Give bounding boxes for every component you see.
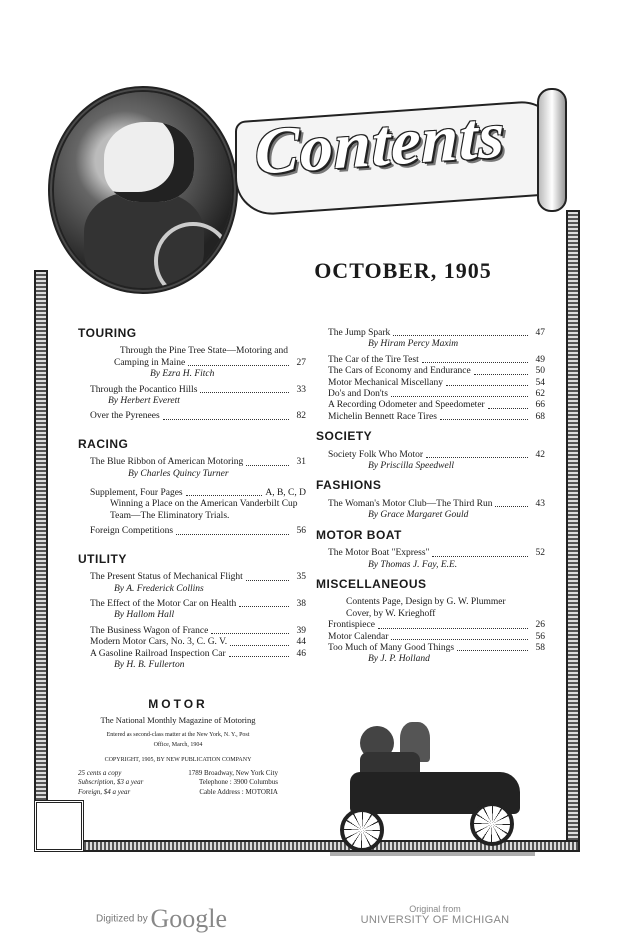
toc-entry[interactable]: Michelin Bennett Race Tires 68 — [328, 411, 545, 422]
section-heading: UTILITY — [78, 551, 127, 566]
toc-author: By A. Frederick Collins — [114, 583, 204, 594]
toc-entry[interactable]: A Recording Odometer and Speedometer 66 — [328, 400, 545, 411]
motor-car-illustration — [330, 722, 535, 860]
toc-entry[interactable]: Frontispiece 26 — [328, 620, 545, 631]
original-source: Original from UNIVERSITY OF MICHIGAN — [360, 904, 510, 926]
toc-author: By Thomas J. Fay, E.E. — [368, 559, 458, 570]
car-wheel — [340, 808, 384, 852]
dog-figure — [104, 122, 194, 202]
toc-entry[interactable]: Motor Mechanical Miscellany 54 — [328, 377, 545, 388]
section-heading: MOTOR BOAT — [316, 527, 402, 542]
toc-author: By Priscilla Speedwell — [368, 461, 455, 472]
toc-entry[interactable]: The Present Status of Mechanical Flight 35 — [90, 572, 306, 583]
toc-author: By H. B. Fullerton — [114, 659, 185, 670]
magazine-name: MOTOR — [148, 697, 208, 711]
toc-entry[interactable]: Society Folk Who Motor 42 — [328, 449, 545, 460]
toc-credit: Cover, by W. Krieghoff — [346, 608, 436, 619]
toc-entry[interactable]: Camping in Maine 27 — [114, 357, 306, 368]
toc-entry[interactable]: The Business Wagon of France 39 — [90, 625, 306, 636]
toc-author: By Hiram Percy Maxim — [368, 339, 459, 350]
toc-entry-line: Through the Pine Tree State—Motoring and — [119, 346, 288, 357]
steering-wheel-figure — [154, 222, 232, 294]
toc-entry[interactable]: Modern Motor Cars, No. 3, C. G. V. 44 — [90, 637, 306, 648]
toc-author: By Charles Quincy Turner — [128, 468, 229, 479]
toc-entry[interactable]: The Car of the Tire Test 49 — [328, 354, 545, 365]
toc-entry[interactable]: Through the Pocantico Hills 33 — [90, 384, 306, 395]
toc-credit: Contents Page, Design by G. W. Plummer — [346, 597, 506, 608]
toc-entry[interactable]: A Gasoline Railroad Inspection Car 46 — [90, 648, 306, 659]
toc-entry[interactable]: The Effect of the Motor Car on Health 38 — [90, 598, 306, 609]
toc-entry[interactable]: The Cars of Economy and Endurance 50 — [328, 366, 545, 377]
section-heading: FASHIONS — [316, 478, 382, 493]
postal-notice: Entered as second-class matter at the New York, N. Y., Post Office, March, 1904 — [106, 732, 250, 748]
toc-entry[interactable]: Foreign Competitions 56 — [90, 526, 306, 537]
digitized-by-google: Digitized by Google — [96, 904, 228, 933]
frame-left-border — [34, 270, 48, 850]
toc-entry[interactable]: The Motor Boat "Express" 52 — [328, 548, 545, 559]
toc-note: Winning a Place on the American Vanderbilt Cup Team—The Eliminatory Trials. — [110, 499, 298, 521]
contents-banner — [215, 88, 570, 216]
frame-corner-ornament — [34, 800, 84, 852]
toc-entry[interactable]: The Jump Spark 47 — [328, 328, 545, 338]
google-logo: Google — [150, 904, 228, 933]
toc-entry[interactable]: Too Much of Many Good Things 58 — [328, 642, 545, 653]
section-heading: TOURING — [78, 326, 137, 340]
section-heading: RACING — [78, 436, 129, 451]
magazine-subtitle: The National Monthly Magazine of Motoring — [100, 714, 256, 725]
medallion-illustration — [48, 86, 238, 294]
toc-author: By Herbert Everett — [108, 396, 180, 407]
masthead-row: 25 cents a copy 1789 Broadway, New York City — [78, 768, 278, 777]
section-heading: SOCIETY — [316, 429, 373, 444]
toc-entry[interactable]: Motor Calendar 56 — [328, 631, 545, 642]
toc-entry[interactable]: The Blue Ribbon of American Motoring 31 — [90, 457, 306, 468]
car-wheel — [470, 802, 514, 846]
copyright-notice: COPYRIGHT, 1905, BY NEW PUBLICATION COMPANY — [104, 757, 252, 763]
masthead-row: Subscription, $3 a year Telephone : 3900 Columbus — [78, 778, 278, 786]
page-title: Contents — [255, 98, 506, 189]
masthead-row: Foreign, $4 a year Cable Address : MOTORIA — [78, 787, 278, 796]
contents-left-column — [78, 328, 306, 675]
toc-entry[interactable]: Over the Pyrenees 82 — [90, 411, 306, 422]
toc-author: By Ezra H. Fitch — [150, 369, 215, 380]
toc-entry[interactable]: Supplement, Four Pages A, B, C, D — [90, 488, 306, 499]
toc-entry[interactable]: Do's and Don'ts 62 — [328, 389, 545, 400]
masthead — [78, 697, 278, 797]
issue-date: OCTOBER, 1905 — [314, 258, 492, 283]
toc-author: By Grace Margaret Gould — [368, 510, 469, 521]
toc-author: By J. P. Holland — [368, 654, 430, 665]
frame-right-border — [566, 210, 580, 850]
toc-author: By Hallom Hall — [114, 610, 175, 621]
section-heading: MISCELLANEOUS — [316, 576, 427, 591]
toc-entry[interactable]: The Woman's Motor Club—The Third Run 43 — [328, 498, 545, 509]
contents-right-column — [316, 328, 545, 670]
